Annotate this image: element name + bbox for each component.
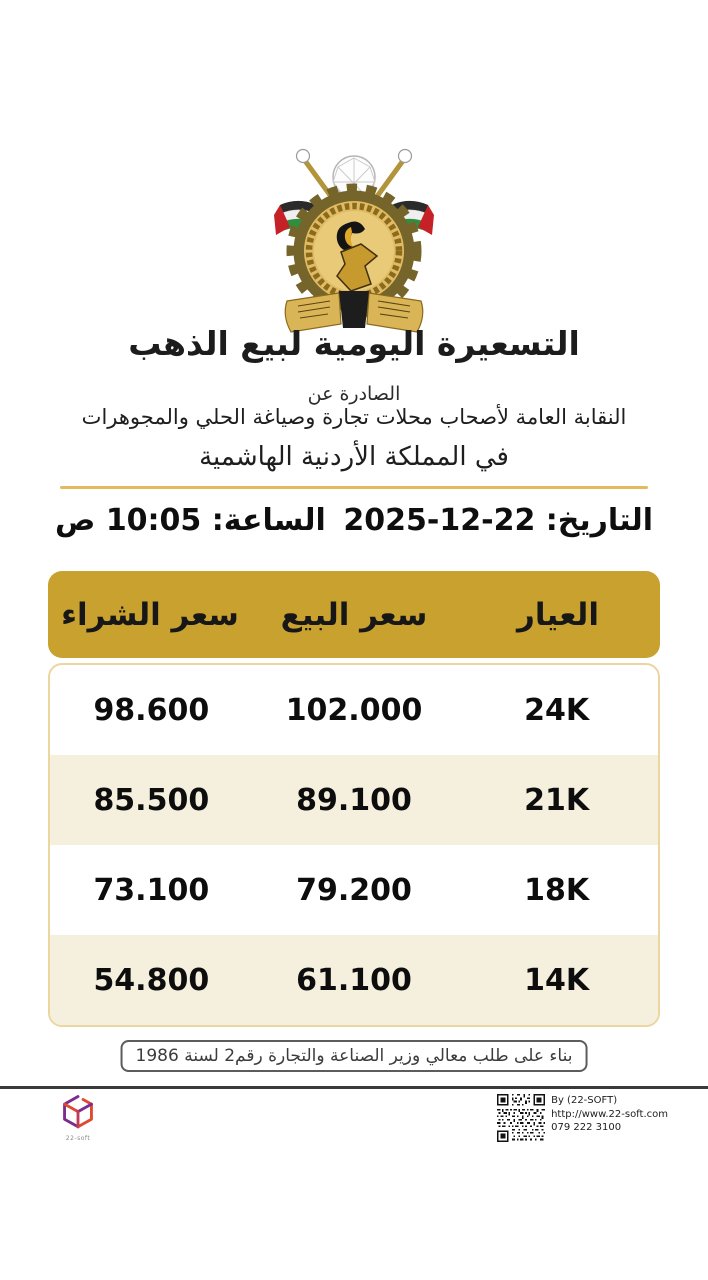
sell-cell: 89.100 [296,782,412,818]
header-karat: العيار [517,596,599,633]
table-row [50,665,658,755]
buy-cell: 54.800 [93,962,210,998]
credit-url: http://www.22-soft.com [551,1108,668,1120]
datetime-row [55,503,653,538]
credit-phone: 079 222 3100 [551,1122,622,1133]
table-header-row [48,571,660,658]
legal-note: بناء على طلب معالي وزير الصناعة والتجارة رقم2 لسنة 1986 [121,1040,588,1072]
cube-logo-icon [61,1094,95,1131]
software-brand-logo [55,1094,101,1142]
table-row [50,935,658,1025]
table-row [50,755,658,845]
brand-caption: 22-soft [65,1135,91,1142]
table-body [48,663,660,1027]
buy-cell: 73.100 [93,872,210,908]
issued-by-label: الصادرة عن [307,383,401,405]
software-credit [497,1094,668,1142]
date-label: التاريخ: [545,503,653,538]
issuer-name: النقابة العامة لأصحاب محلات تجارة وصياغة الحلي والمجوهرات [81,405,627,429]
header-sell-price: سعر البيع [280,596,428,633]
page-title: التسعيرة اليومية لبيع الذهب [128,324,580,363]
country-line: في المملكة الأردنية الهاشمية [199,442,509,472]
syndicate-emblem-icon [268,143,440,333]
karat-cell: 21K [524,782,590,818]
time-label: الساعة: [211,503,326,538]
header-buy-price: سعر الشراء [61,596,239,633]
table-row [50,845,658,935]
buy-cell: 98.600 [93,692,210,728]
karat-cell: 24K [524,692,590,728]
karat-cell: 18K [524,872,590,908]
qr-code-icon [497,1094,545,1142]
gold-divider [60,486,648,489]
gold-price-table [48,571,660,1027]
date-field [343,503,653,538]
footer [55,1094,668,1142]
credit-text [551,1094,668,1135]
karat-cell: 14K [524,962,590,998]
credit-by: By (22-SOFT) [551,1095,618,1106]
time-value: 10:05 ص [55,503,202,538]
sell-cell: 102.000 [285,692,423,728]
time-field [55,503,326,538]
sell-cell: 79.200 [296,872,412,908]
buy-cell: 85.500 [93,782,210,818]
emblem-graphic [268,143,440,333]
footer-divider [0,1086,708,1089]
date-value: 22-12-2025 [343,503,536,538]
sell-cell: 61.100 [296,962,412,998]
